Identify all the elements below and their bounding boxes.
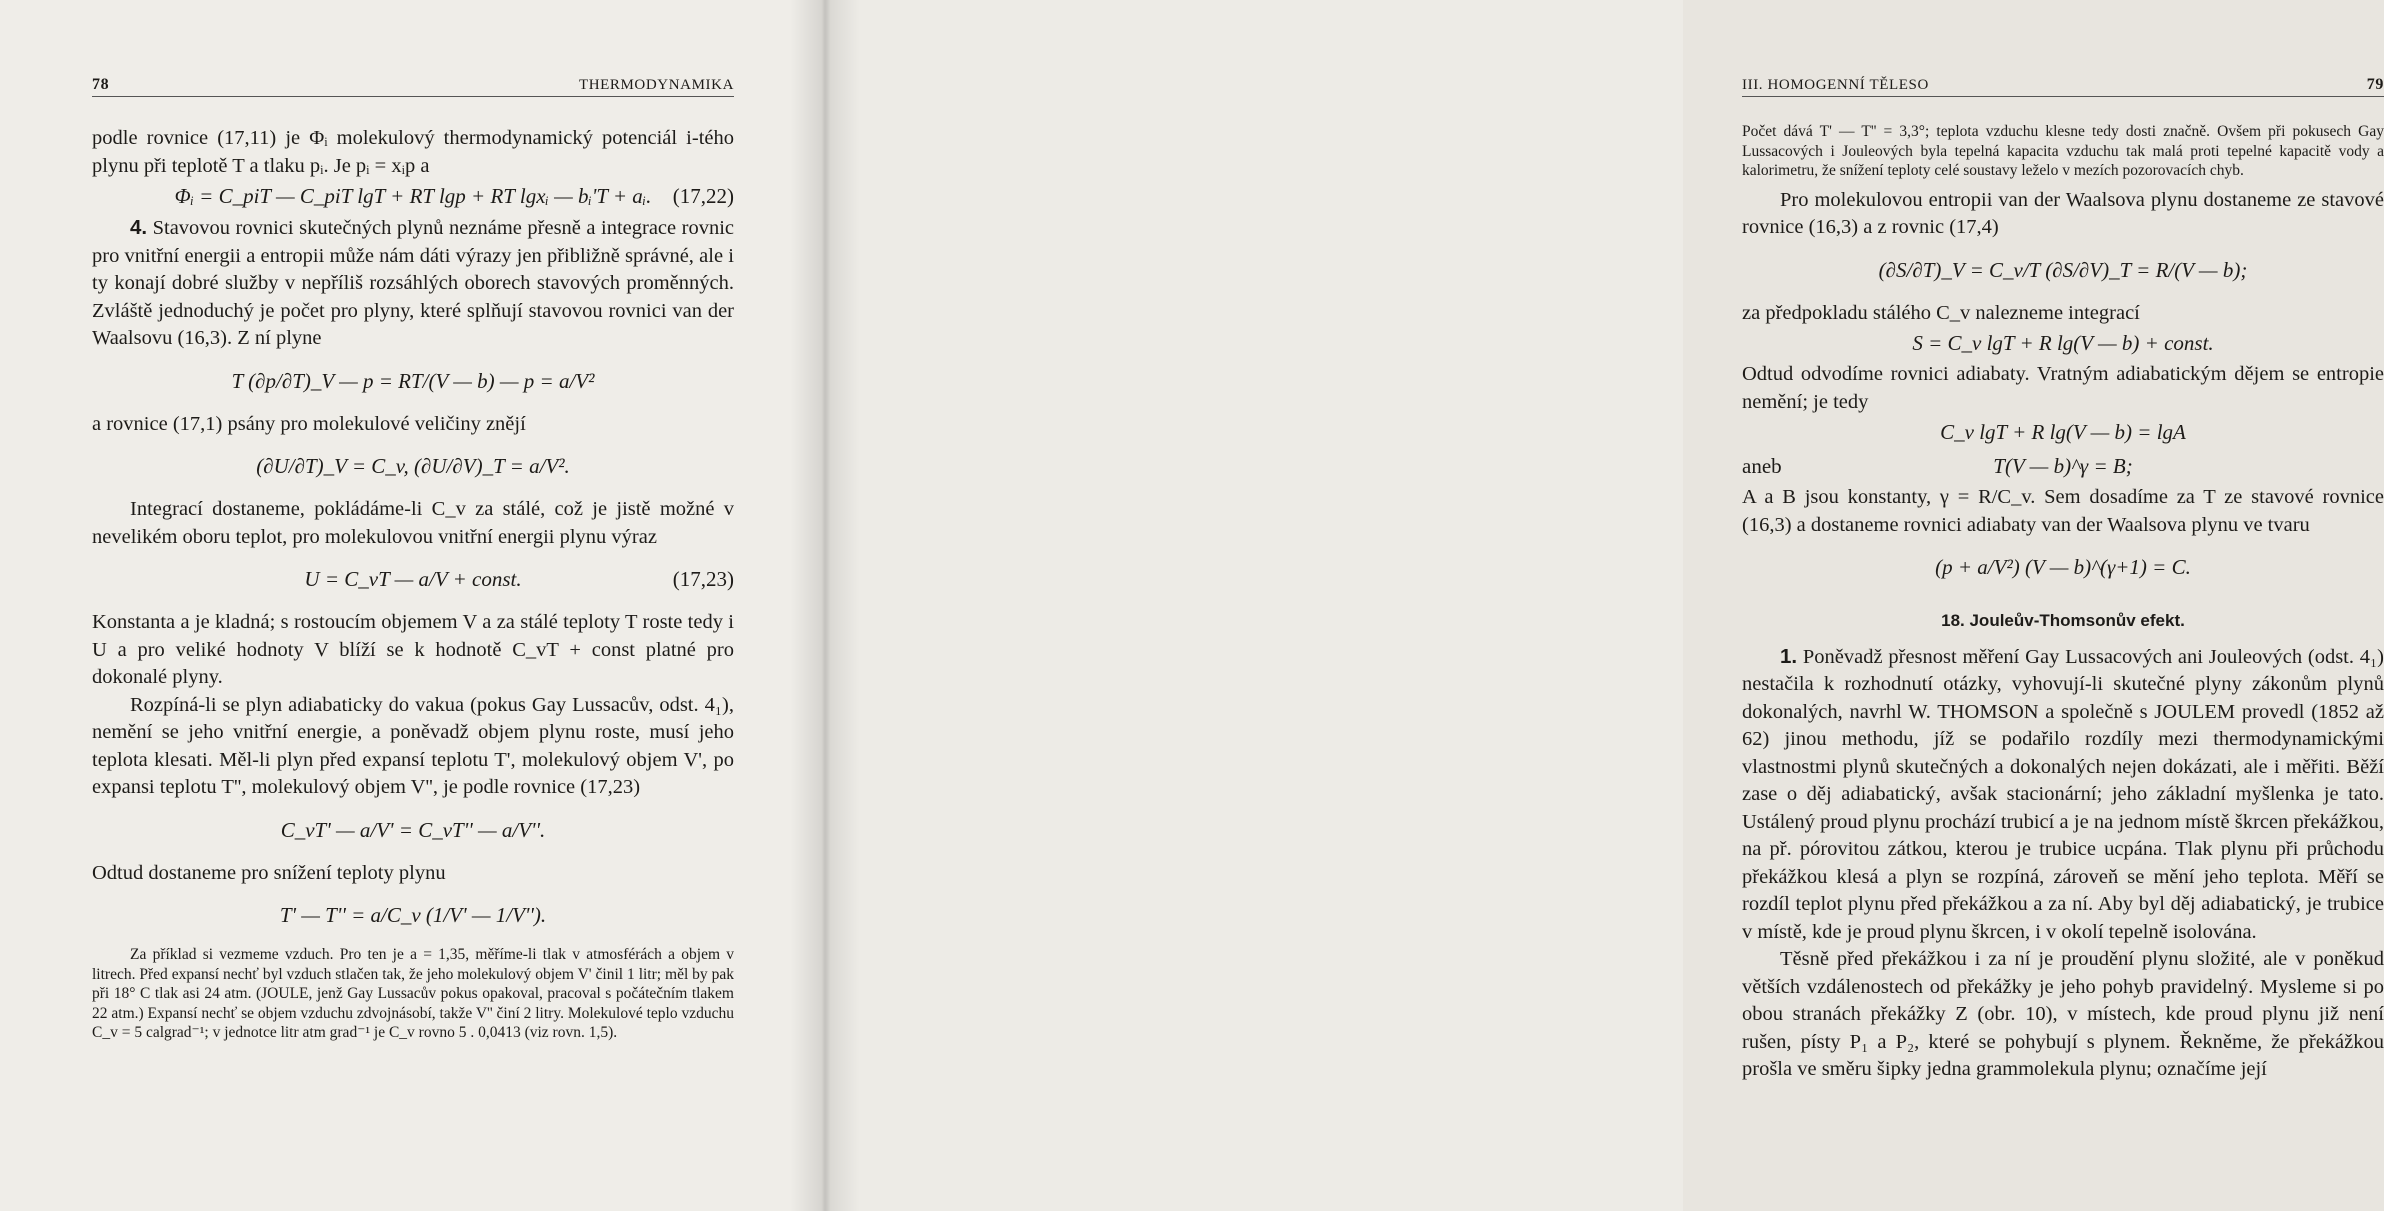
equation-text: (∂S/∂T)_V = C_v/T (∂S/∂V)_T = R/(V — b);: [1878, 257, 2248, 282]
paragraph: [92, 214, 734, 353]
paragraph-text: Stavovou rovnici skutečných plynů neznáme přesně a integrace rovnic pro vnitřní energii a entropii může nám dáti výrazy jen přibližně správné, ale i ty konají dobré služby v nepříliš rozsáhlých oborech stavových proměnných. Zvláště jednoduchý je počet pro plyny, které splňují stavovou rovnici van der Waalsovu (16,3). Z ní plyne: [92, 217, 734, 349]
paragraph: Integrací dostaneme, pokládáme-li C_v za stálé, což je jistě možné v nevelikém oboru teplot, pro molekulovou vnitřní energii plynu výraz: [92, 498, 734, 548]
equation-text: T(V — b)^γ = B;: [1993, 454, 2133, 479]
running-head-title-left: THERMODYNAMIKA: [578, 77, 734, 93]
running-head-left: [92, 76, 734, 97]
equation-text: T' — T'' = a/C_v (1/V' — 1/V'').: [279, 903, 547, 928]
equation-adiabat-waals: [1742, 539, 2384, 597]
equation-temperature-drop: [92, 887, 734, 945]
running-head-right: [1742, 76, 2384, 97]
paragraph: a rovnice (17,1) psány pro molekulové veličiny znějí: [92, 412, 526, 435]
footnote-example: Za příklad si vezmeme vzduch. Pro ten je a = 1,35, měříme-li tlak v atmosférách a objem v litrech. Před expansí nechť byl vzduch stlačen tak, že jeho molekulový objem V' činil 1 litr; měl by pak při 18° C tlak asi 24 atm. (JOULE, jenž Gay Lussacův pokus opakoval, pracoval s počátečním tlakem 22 atm.) Expansí nechť se objem vzduchu zdvojnásobí, takže V'' činí 2 litry. Molekulové teplo vzduchu C_v = 5 calgrad⁻¹; v jednotce litr atm grad⁻¹ je C_v rovno 5 . 0,0413 (viz rovn. 1,5).: [92, 946, 734, 1041]
equation-adiabat-power: [1742, 450, 2384, 484]
footnote-continuation: Počet dává T' — T'' = 3,3°; teplota vzduchu klesne tedy dosti značně. Ovšem při pokusech Gay Lussacových i Jouleových byla tepelná kapacita vzduchu tak malá proti tepelné kapacitě vody a kalorimetru, že snížení teploty celé soustavy leželo v mezích pozorovacích chyb.: [1742, 123, 2384, 179]
aneb-label: aneb: [1742, 454, 1782, 479]
book-gutter: [790, 0, 860, 1211]
paragraph-number: 4.: [130, 216, 148, 239]
paragraph: [1742, 643, 2384, 947]
right-page: [826, 0, 2384, 1211]
equation-waals-derivative: [92, 353, 734, 411]
left-page: [0, 0, 826, 1211]
equation-text: (∂U/∂T)_V = C_v, (∂U/∂V)_T = a/V².: [256, 454, 570, 479]
equation-adiabat-log: [1742, 416, 2384, 450]
equation-text: S = C_v lgT + R lg(V — b) + const.: [1912, 331, 2214, 356]
equation-text: Φᵢ = C_piT — C_piT lgT + RT lgp + RT lgxᵢ — bᵢ'T + aᵢ.: [174, 184, 652, 209]
paragraph: podle rovnice (17,11) je Φᵢ molekulový thermodynamický potenciál i-tého plynu při teplotě T a tlaku pᵢ. Je pᵢ = xᵢp a: [92, 127, 734, 177]
paragraph: Odtud odvodíme rovnici adiabaty. Vratným adiabatickým dějem se entropie nemění; je tedy: [1742, 363, 2384, 413]
paragraph: Těsně před překážkou i za ní je proudění plynu složité, ale v poněkud větších vzdálenostech od překážky je jeho pohyb pravidelný. Mysleme si po obou stranách překážky Z (obr. 10), v místech, kde proud plynu již není rušen, písty P₁ a P₂, které se pohybují s plynem. Řekněme, že překážkou prošla ve směru šipky jedna grammolekula plynu; označíme její: [1742, 948, 2384, 1080]
equation-text: T (∂p/∂T)_V — p = RT/(V — b) — p = a/V²: [231, 368, 595, 393]
paragraph: A a B jsou konstanty, γ = R/C_v. Sem dosadíme za T ze stavové rovnice (16,3) a dostaneme rovnici adiabaty van der Waalsova plynu ve tvaru: [1742, 486, 2384, 536]
section-title: 18. Jouleův-Thomsonův efekt.: [1941, 611, 2185, 630]
paragraph: Konstanta a je kladná; s rostoucím objemem V a za stálé teploty T roste tedy i U a pro veliké hodnoty V blíží se k hodnotě C_vT + const platné pro dokonalé plyny.: [92, 611, 734, 688]
paragraph-text: Poněvadž přesnost měření Gay Lussacových ani Jouleových (odst. 4₁) nestačila k rozhodnutí otázky, vyhovují-li skutečné plyny zákonům plynů dokonalých, navrhl W. THOMSON a společně s JOULEM provedl (1852 až 62) jinou methodu, jíž se podařilo rozdíly mezi thermodynamickými vlastnostmi plynů skutečných a dokonalých nejen dokázati, ale i měřiti. Běží zase o děj adiabatický, avšak stacionární; jeho základní myšlenka je tato. Ustálený proud plynu prochází trubicí a je na jednom místě škrcen překážkou, na př. pórovitou zátkou, kterou je trubice ucpána. Tlak plynu při průchodu překážkou klesá a plyn se rozpíná, zároveň se mění jeho teplota. Měří se rozdíl teplot plynu před překážkou a za ní. Aby byl děj adiabatický, je trubice v místě, kde je proud plynu škrcen, i v okolí tepelně isolována.: [1742, 645, 2384, 943]
page-number-right: 79: [2366, 76, 2384, 93]
equation-17-22: [92, 180, 734, 214]
page-number-left: 78: [92, 76, 110, 93]
running-head-title-right: III. HOMOGENNÍ TĚLESO: [1742, 77, 1929, 93]
equation-number: (17,23): [672, 567, 734, 592]
equation-text: C_vT' — a/V' = C_vT'' — a/V''.: [280, 817, 546, 842]
equation-text: U = C_vT — a/V + const.: [304, 567, 522, 592]
equation-number: (17,22): [672, 184, 734, 209]
equation-expansion: [92, 802, 734, 860]
equation-internal-energy-derivatives: [92, 438, 734, 496]
equation-entropy: [1742, 327, 2384, 361]
paragraph: za předpokladu stálého C_v nalezneme integrací: [1742, 301, 2140, 324]
equation-text: C_v lgT + R lg(V — b) = lgA: [1940, 420, 2186, 445]
paragraph: Rozpíná-li se plyn adiabaticky do vakua (pokus Gay Lussacův, odst. 4₁), nemění se jeho vnitřní energie, a poněvadž objem plynu roste, musí jeho teplota klesati. Měl-li plyn před expansí teplotu T', molekulový objem V', po expansi teplotu T'', molekulový objem V'', je podle rovnice (17,23): [92, 693, 734, 798]
equation-17-23: [92, 551, 734, 609]
right-text-column: [1742, 122, 2384, 1084]
equation-text: (p + a/V²) (V — b)^(γ+1) = C.: [1935, 555, 2191, 580]
paragraph: Odtud dostaneme pro snížení teploty plynu: [92, 861, 446, 884]
paragraph-number: 1.: [1780, 644, 1798, 668]
paragraph: Pro molekulovou entropii van der Waalsova plynu dostaneme ze stavové rovnice (16,3) a z rovnic (17,4): [1742, 188, 2384, 238]
equation-entropy-derivatives: [1742, 242, 2384, 300]
left-text-column: [92, 125, 734, 1043]
